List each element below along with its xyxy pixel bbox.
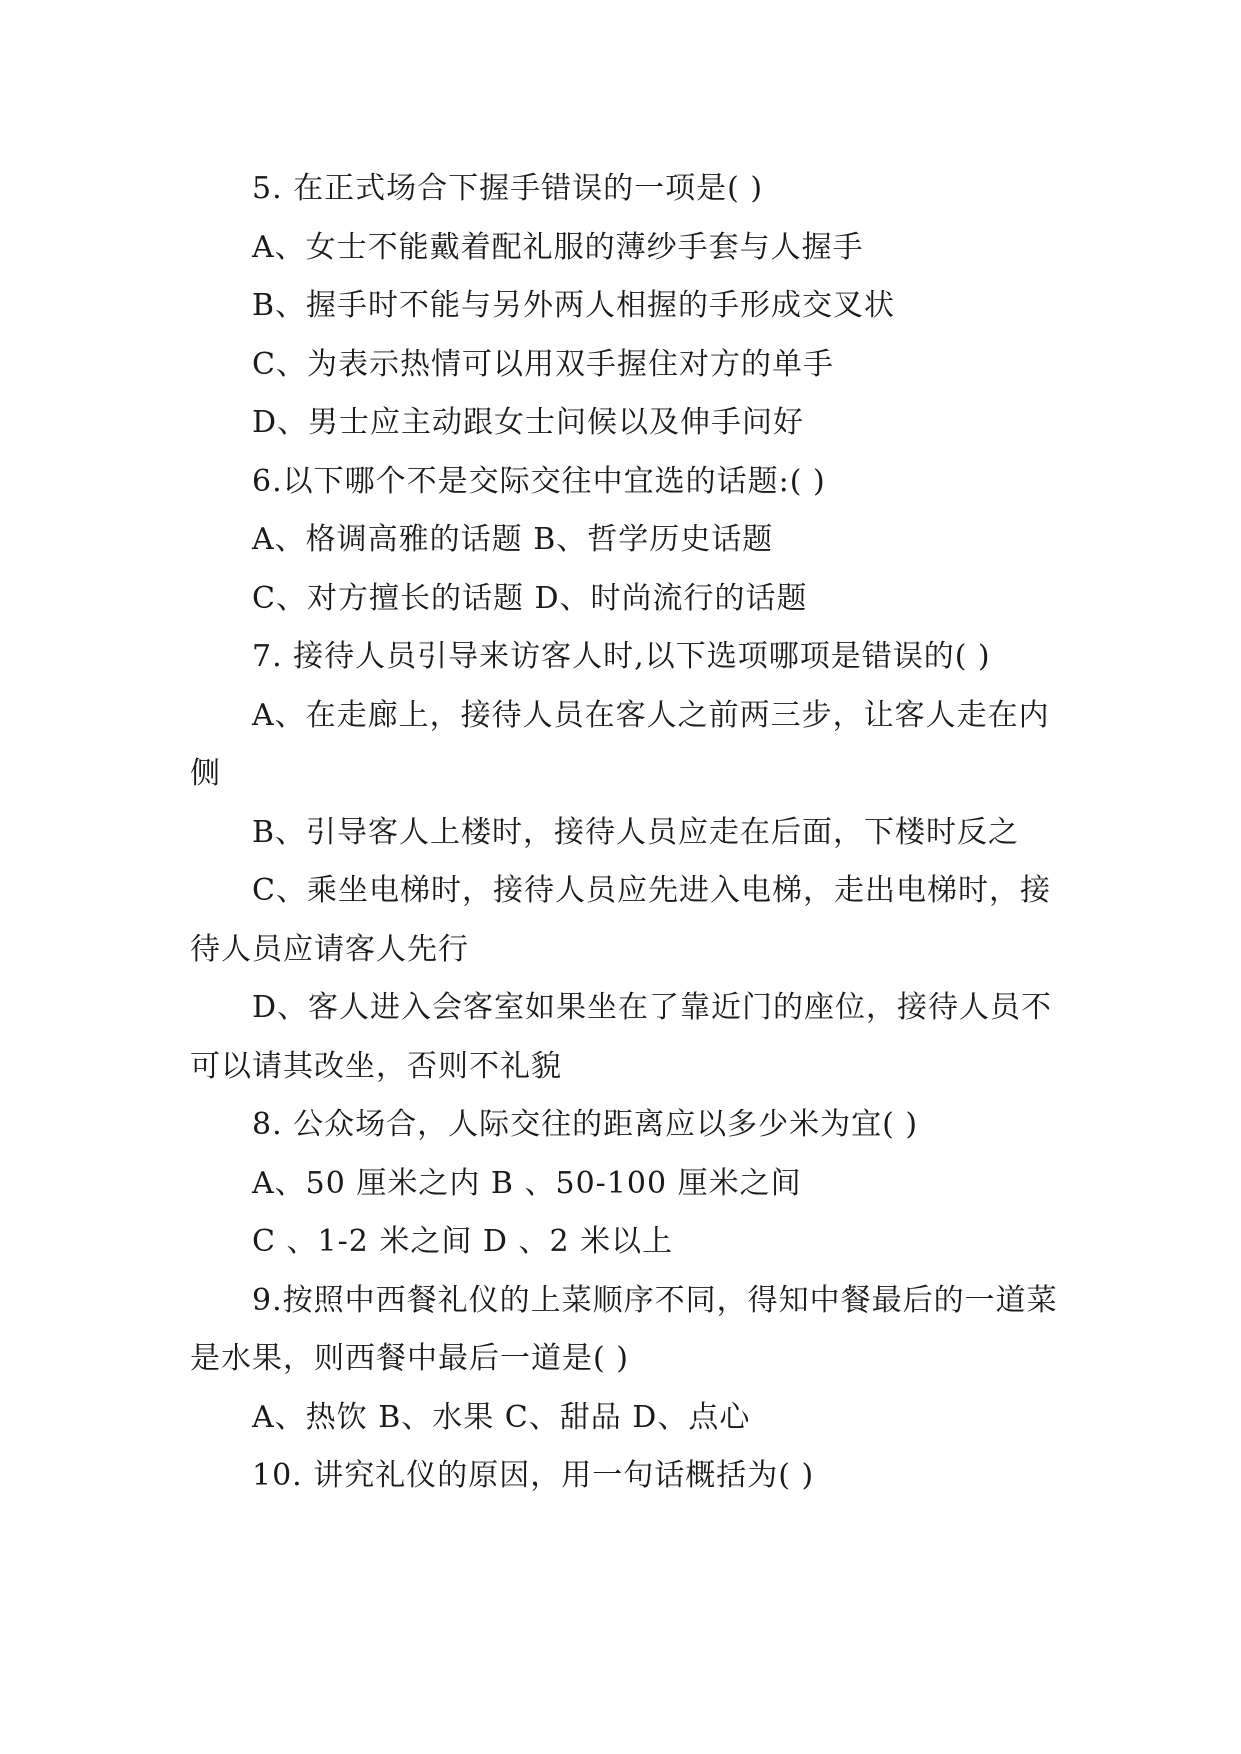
question-10-stem: 10. 讲究礼仪的原因，用一句话概括为( ) <box>252 1458 815 1493</box>
question-9-options: A、热饮 B、水果 C、甜品 D、点心 <box>252 1399 751 1435</box>
question-7-option-c: C、乘坐电梯时，接待人员应先进入电梯，走出电梯时，接待人员应请客人先行 <box>190 873 1051 967</box>
question-5-stem: 5. 在正式场合下握手错误的一项是( ) <box>252 171 764 206</box>
question-9-stem: 9.按照中西餐礼仪的上菜顺序不同，得知中餐最后的一道菜是水果，则西餐中最后一道是( ) <box>190 1282 1058 1376</box>
question-7-option-a: A、在走廊上，接待人员在客人之前两三步，让客人走在内侧 <box>190 697 1050 791</box>
question-7-option-d: D、客人进入会客室如果坐在了靠近门的座位，接待人员不可以请其改坐，否则不礼貌 <box>190 990 1053 1084</box>
question-6-options-ab: A、格调高雅的话题 B、哲学历史话题 <box>252 522 774 557</box>
question-7-option-b: B、引导客人上楼时，接待人员应走在后面，下楼时反之 <box>252 814 1020 850</box>
question-5-option-b: B、握手时不能与另外两人相握的手形成交叉状 <box>252 288 896 323</box>
question-8-stem: 8. 公众场合，人际交往的距离应以多少米为宜( ) <box>252 1107 919 1142</box>
question-5-option-d: D、男士应主动跟女士问候以及伸手问好 <box>252 405 805 440</box>
question-8-options-ab: A、50 厘米之内 B 、50-100 厘米之间 <box>252 1165 802 1201</box>
question-5-option-c: C、为表示热情可以用双手握住对方的单手 <box>252 346 834 382</box>
question-7-stem: 7. 接待人员引导来访客人时,以下选项哪项是错误的( ) <box>252 639 991 674</box>
question-6-stem: 6.以下哪个不是交际交往中宜选的话题:( ) <box>252 463 826 499</box>
document-body <box>190 160 1060 1506</box>
question-5-option-a: A、女士不能戴着配礼服的薄纱手套与人握手 <box>252 229 864 265</box>
question-6-options-cd: C、对方擅长的话题 D、时尚流行的话题 <box>252 580 808 616</box>
question-8-options-cd: C 、1-2 米之间 D 、2 米以上 <box>252 1224 674 1259</box>
